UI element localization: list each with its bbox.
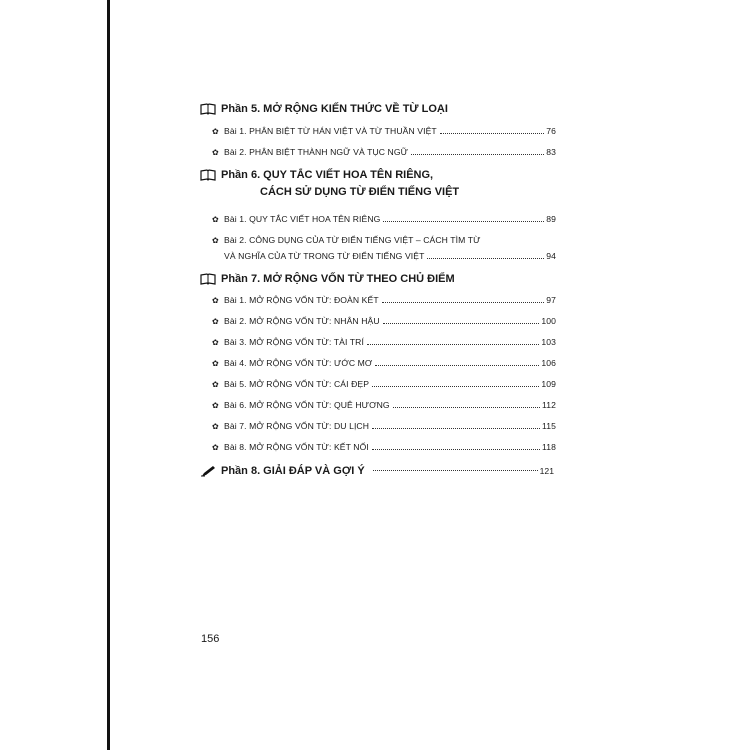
toc-entry[interactable] bbox=[212, 421, 556, 431]
toc-entry[interactable] bbox=[212, 400, 556, 410]
flower-bullet-icon: ✿ bbox=[212, 443, 219, 452]
entry-page: 76 bbox=[546, 126, 556, 136]
toc-entry[interactable] bbox=[212, 316, 556, 326]
flower-bullet-icon: ✿ bbox=[212, 380, 219, 389]
dot-leader bbox=[440, 132, 544, 134]
entry-page: 83 bbox=[546, 147, 556, 157]
entry-page: 112 bbox=[542, 400, 556, 410]
entry-title: Bài 4. MỞ RỘNG VỐN TỪ: ƯỚC MƠ bbox=[224, 358, 373, 368]
dot-leader bbox=[383, 322, 540, 324]
entry-title: Bài 6. MỞ RỘNG VỐN TỪ: QUÊ HƯƠNG bbox=[224, 400, 390, 410]
flower-bullet-icon: ✿ bbox=[212, 127, 219, 136]
entry-page: 109 bbox=[541, 379, 556, 389]
toc-section-7[interactable] bbox=[200, 273, 455, 285]
dot-leader bbox=[393, 406, 540, 408]
flower-bullet-icon: ✿ bbox=[212, 422, 219, 431]
entry-page: 94 bbox=[546, 251, 556, 261]
toc-entry[interactable] bbox=[212, 295, 556, 305]
section-title: Phần 7. MỞ RỘNG VỐN TỪ THEO CHỦ ĐIỂM bbox=[221, 273, 455, 285]
toc-entry[interactable] bbox=[212, 214, 556, 224]
toc-section-8[interactable] bbox=[200, 465, 554, 477]
toc-entry[interactable] bbox=[212, 442, 556, 452]
book-icon bbox=[200, 169, 216, 181]
book-spine-line bbox=[107, 0, 110, 750]
entry-title: Bài 3. MỞ RỘNG VỐN TỪ: TÀI TRÍ bbox=[224, 337, 364, 347]
flower-bullet-icon: ✿ bbox=[212, 148, 219, 157]
toc-section-5[interactable] bbox=[200, 103, 448, 115]
flower-bullet-icon: ✿ bbox=[212, 338, 219, 347]
entry-page: 100 bbox=[541, 316, 556, 326]
entry-title: Bài 2. MỞ RỘNG VỐN TỪ: NHÂN HẬU bbox=[224, 316, 380, 326]
entry-title: Bài 7. MỞ RỘNG VỐN TỪ: DU LỊCH bbox=[224, 421, 370, 431]
entry-title: Bài 2. CÔNG DỤNG CỦA TỪ ĐIỂN TIẾNG VIỆT – CÁCH TÌM TỪ bbox=[224, 235, 481, 245]
pen-icon bbox=[200, 465, 216, 477]
dot-leader bbox=[383, 220, 544, 222]
toc-entry[interactable] bbox=[212, 379, 556, 389]
entry-page: 118 bbox=[542, 442, 556, 452]
flower-bullet-icon: ✿ bbox=[212, 215, 219, 224]
page-number: 156 bbox=[201, 633, 220, 645]
entry-title: Bài 5. MỞ RỘNG VỐN TỪ: CÁI ĐẸP bbox=[224, 379, 370, 389]
entry-page: 97 bbox=[546, 295, 556, 305]
flower-bullet-icon: ✿ bbox=[212, 401, 219, 410]
section-title: Phần 8. GIẢI ĐÁP VÀ GỢI Ý bbox=[221, 465, 365, 477]
dot-leader bbox=[367, 343, 539, 345]
flower-bullet-icon: ✿ bbox=[212, 359, 219, 368]
dot-leader bbox=[372, 427, 540, 429]
entry-page: 103 bbox=[541, 337, 556, 347]
toc-section-6[interactable] bbox=[200, 169, 433, 181]
entry-title: Bài 1. MỞ RỘNG VỐN TỪ: ĐOÀN KẾT bbox=[224, 295, 379, 305]
toc-entry[interactable] bbox=[212, 358, 556, 368]
entry-title: Bài 8. MỞ RỘNG VỐN TỪ: KẾT NỐI bbox=[224, 442, 369, 452]
entry-title: Bài 2. PHÂN BIỆT THÀNH NGỮ VÀ TỤC NGỮ bbox=[224, 147, 409, 157]
toc-entry[interactable] bbox=[212, 235, 556, 245]
book-icon bbox=[200, 273, 216, 285]
dot-leader bbox=[427, 257, 544, 259]
toc-entry-continued[interactable] bbox=[224, 251, 556, 261]
flower-bullet-icon: ✿ bbox=[212, 296, 219, 305]
dot-leader bbox=[375, 364, 539, 366]
dot-leader bbox=[373, 469, 538, 471]
entry-page: 89 bbox=[546, 214, 556, 224]
toc-entry[interactable] bbox=[212, 337, 556, 347]
entry-title: Bài 1. QUY TẮC VIẾT HOA TÊN RIÊNG bbox=[224, 214, 381, 224]
toc-entry[interactable] bbox=[212, 147, 556, 157]
section-page: 121 bbox=[539, 466, 554, 476]
entry-title-line2: VÀ NGHĨA CỦA TỪ TRONG TỪ ĐIỂN TIẾNG VIỆT bbox=[224, 251, 425, 261]
toc-entry[interactable] bbox=[212, 126, 556, 136]
dot-leader bbox=[372, 385, 539, 387]
section-title-continued: CÁCH SỬ DỤNG TỪ ĐIỂN TIẾNG VIỆT bbox=[260, 186, 460, 198]
dot-leader bbox=[382, 301, 545, 303]
section-title: Phần 5. MỞ RỘNG KIẾN THỨC VỀ TỪ LOẠI bbox=[221, 103, 448, 115]
entry-page: 106 bbox=[541, 358, 556, 368]
entry-title: Bài 1. PHÂN BIỆT TỪ HÁN VIỆT VÀ TỪ THUẦN VIỆT bbox=[224, 126, 437, 136]
dot-leader bbox=[372, 448, 540, 450]
dot-leader bbox=[411, 153, 544, 155]
flower-bullet-icon: ✿ bbox=[212, 236, 219, 245]
flower-bullet-icon: ✿ bbox=[212, 317, 219, 326]
section-title: Phần 6. QUY TẮC VIẾT HOA TÊN RIÊNG, bbox=[221, 169, 434, 181]
book-icon bbox=[200, 103, 216, 115]
entry-page: 115 bbox=[542, 421, 556, 431]
